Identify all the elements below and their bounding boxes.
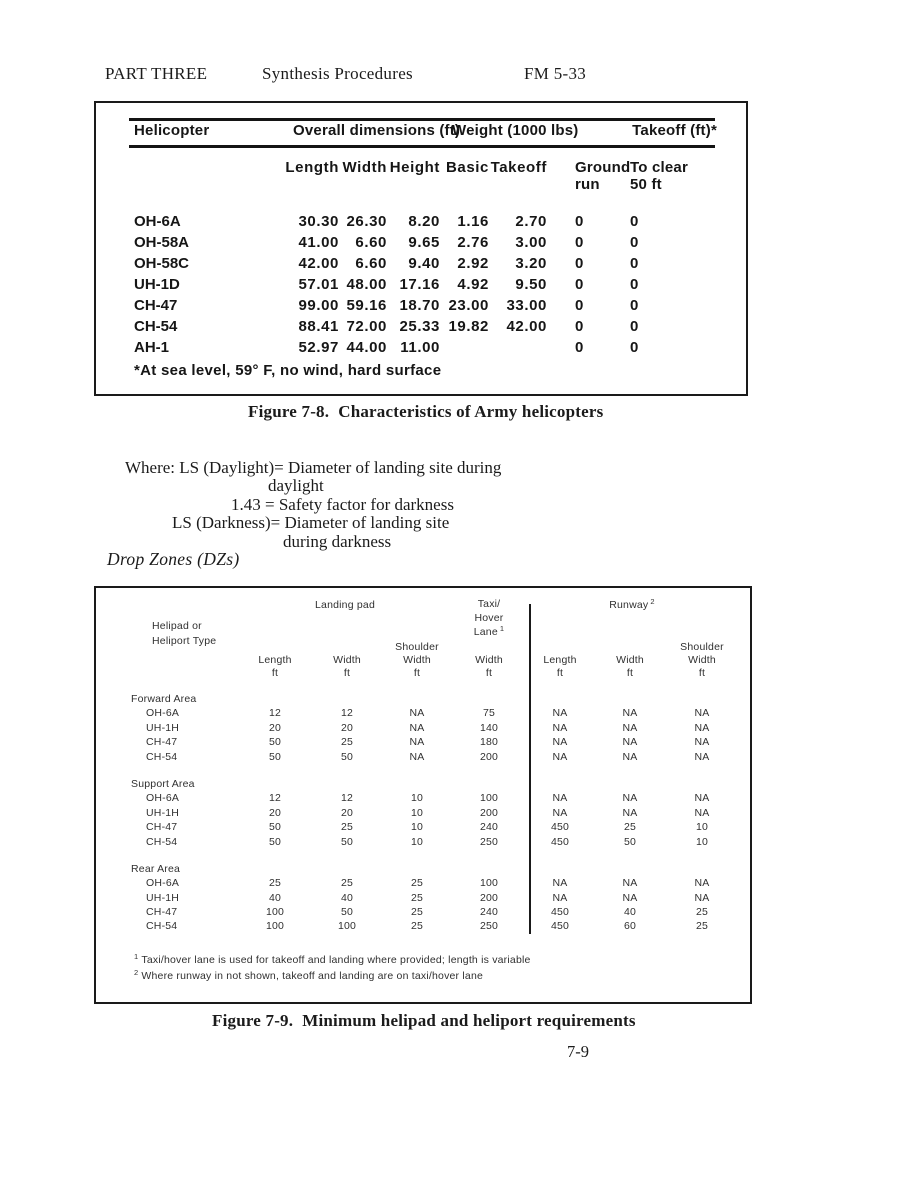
cell: 40: [268, 891, 282, 904]
header-line: ft: [698, 667, 706, 679]
cell: 25: [695, 906, 709, 919]
cell: NA: [622, 877, 638, 890]
cell: 50: [268, 750, 282, 763]
where-definition-block: [0, 458, 922, 553]
cell: 9.50: [515, 276, 547, 293]
cell: NA: [622, 721, 638, 734]
cell: 12: [340, 792, 354, 805]
cell: 10: [695, 821, 709, 834]
cell: 0: [630, 255, 639, 272]
cell: 18.70: [399, 297, 440, 314]
table1-subheader-row: [96, 159, 746, 193]
header-line: Width: [403, 654, 431, 666]
cell: NA: [409, 736, 425, 749]
cell: 20: [268, 721, 282, 734]
column-header: [452, 654, 526, 680]
table-row: [96, 876, 750, 890]
header-line-text: Runway: [609, 599, 649, 611]
row-label: UH-1H: [146, 806, 180, 819]
cell: 180: [479, 736, 499, 749]
row-label: CH-54: [134, 318, 178, 335]
caption-text: Minimum helipad and heliport requirements: [302, 1011, 636, 1030]
spacer-cell: [96, 159, 246, 193]
header-line: To clear: [630, 159, 689, 176]
cell: 40: [623, 906, 637, 919]
table1-footnote: *At sea level, 59° F, no wind, hard surface: [134, 362, 442, 379]
header-line: ft: [343, 667, 351, 679]
row-label: UH-1H: [146, 891, 180, 904]
caption-text: Characteristics of Army helicopters: [338, 402, 604, 421]
cell: 12: [268, 707, 282, 720]
column-group-runway: [532, 596, 732, 611]
cell: 25: [410, 920, 424, 933]
cell: 48.00: [346, 276, 387, 293]
cell: 12: [268, 792, 282, 805]
cell: NA: [622, 750, 638, 763]
caption-label: Figure 7-9.: [212, 1011, 294, 1030]
header-line: ft: [626, 667, 634, 679]
cell: NA: [694, 736, 710, 749]
cell: NA: [622, 707, 638, 720]
cell: 25.33: [399, 318, 440, 335]
cell: 2.70: [515, 213, 547, 230]
cell: NA: [622, 806, 638, 819]
table-row: [96, 295, 746, 316]
cell: NA: [409, 721, 425, 734]
manual-number: FM 5-33: [524, 64, 587, 83]
drop-zones-heading: Drop Zones (DZs): [107, 549, 240, 569]
row-label: OH-6A: [146, 707, 180, 720]
cell: NA: [694, 877, 710, 890]
header-line: Length: [258, 654, 292, 666]
column-header-height: Height: [389, 159, 440, 176]
table-row: [96, 316, 746, 337]
cell: 100: [265, 920, 285, 933]
section-heading: Synthesis Procedures: [262, 64, 413, 83]
cell: 60: [623, 920, 637, 933]
cell: NA: [694, 806, 710, 819]
column-group-landing-pad: Landing pad: [314, 599, 375, 611]
cell: 25: [340, 821, 354, 834]
table-rule-bottom: [129, 145, 715, 148]
cell: 2.76: [457, 234, 489, 251]
header-line: Shoulder: [395, 641, 439, 653]
cell: NA: [622, 891, 638, 904]
table-row: [96, 232, 746, 253]
cell: NA: [409, 750, 425, 763]
footnote-marker: 1: [134, 951, 139, 961]
cell: 240: [479, 906, 499, 919]
header-line: Hover: [474, 612, 504, 624]
cell: 0: [630, 276, 639, 293]
table-row: [96, 750, 750, 764]
table-row: [96, 706, 750, 720]
row-label: AH-1: [134, 339, 170, 356]
cell: 0: [630, 234, 639, 251]
header-line: 50 ft: [630, 176, 662, 193]
figure79-caption: [212, 1011, 636, 1031]
cell: 0: [575, 234, 584, 251]
cell: NA: [552, 891, 568, 904]
cell: NA: [552, 707, 568, 720]
cell: 42.00: [298, 255, 339, 272]
table-row: [96, 806, 750, 820]
definition-line: 1.43 = Safety factor for darkness: [231, 495, 454, 514]
cell: NA: [552, 806, 568, 819]
cell: NA: [694, 707, 710, 720]
page-number: 7-9: [567, 1042, 589, 1061]
row-label: CH-47: [146, 906, 178, 919]
cell: 23.00: [448, 297, 489, 314]
cell: 72.00: [346, 318, 387, 335]
definition-line: LS (Darkness)= Diameter of landing site: [172, 513, 450, 532]
cell: 200: [479, 806, 499, 819]
header-line: run: [575, 176, 600, 193]
cell: 57.01: [298, 276, 339, 293]
cell: 30.30: [298, 213, 339, 230]
row-label: UH-1H: [146, 721, 180, 734]
cell: 25: [410, 877, 424, 890]
cell: 41.00: [298, 234, 339, 251]
cell: NA: [552, 877, 568, 890]
cell: 12: [340, 707, 354, 720]
cell: 0: [575, 255, 584, 272]
cell: [489, 337, 547, 358]
cell: 0: [630, 213, 639, 230]
table-row: [96, 835, 750, 849]
cell: 0: [575, 276, 584, 293]
cell: 10: [410, 835, 424, 848]
cell: 100: [337, 920, 357, 933]
cell: 50: [623, 835, 637, 848]
cell: 3.20: [515, 255, 547, 272]
header-line: Heliport Type: [152, 635, 217, 647]
cell: 0: [575, 339, 584, 356]
cell: 0: [630, 318, 639, 335]
column-header-width: Width: [342, 159, 387, 176]
cell: 100: [265, 906, 285, 919]
header-line: Helipad or: [152, 620, 202, 632]
table-row: [96, 820, 750, 834]
header-line: [452, 625, 526, 639]
row-label: UH-1D: [134, 276, 180, 293]
cell: 0: [630, 297, 639, 314]
caption-label: Figure 7-8.: [248, 402, 330, 421]
figure78-rows: [96, 211, 746, 358]
cell: [440, 337, 489, 358]
cell: 52.97: [298, 339, 339, 356]
cell: 6.60: [355, 234, 387, 251]
cell: 450: [550, 835, 570, 848]
section-title: Rear Area: [131, 862, 181, 875]
cell: 8.20: [408, 213, 440, 230]
cell: 42.00: [506, 318, 547, 335]
header-line: Taxi/: [477, 598, 501, 610]
cell: 88.41: [298, 318, 339, 335]
table-row: [96, 253, 746, 274]
column-header-to-clear: [630, 159, 740, 193]
table-row: [96, 337, 746, 358]
definition-line: daylight: [268, 476, 324, 495]
cell: 40: [340, 891, 354, 904]
cell: NA: [694, 721, 710, 734]
column-header: [312, 654, 382, 680]
cell: 450: [550, 821, 570, 834]
section-title: Support Area: [131, 777, 195, 790]
cell: 25: [623, 821, 637, 834]
cell: 10: [695, 835, 709, 848]
cell: 25: [410, 891, 424, 904]
cell: 140: [479, 721, 499, 734]
header-line: Width: [616, 654, 644, 666]
table-row: [96, 211, 746, 232]
header-line: ft: [556, 667, 564, 679]
cell: 9.40: [408, 255, 440, 272]
column-header-ground-run: [547, 159, 630, 193]
section-title: Forward Area: [131, 693, 197, 705]
footnote-text: Taxi/hover lane is used for takeoff and landing where provided; length is variable: [141, 954, 531, 966]
cell: 20: [340, 806, 354, 819]
cell: 240: [479, 821, 499, 834]
cell: NA: [622, 792, 638, 805]
header-line: Ground: [575, 159, 631, 176]
cell: NA: [622, 736, 638, 749]
cell: 33.00: [506, 297, 547, 314]
cell: NA: [552, 736, 568, 749]
column-header-takeoff: Takeoff: [490, 159, 547, 176]
cell: 19.82: [448, 318, 489, 335]
row-label: OH-6A: [146, 877, 180, 890]
figure79-body: [96, 692, 750, 934]
header-line: Width: [688, 654, 716, 666]
cell: 450: [550, 906, 570, 919]
cell: 26.30: [346, 213, 387, 230]
cell: NA: [552, 721, 568, 734]
column-header: [672, 641, 732, 680]
cell: 25: [340, 877, 354, 890]
cell: 9.65: [408, 234, 440, 251]
cell: 25: [340, 736, 354, 749]
header-line: Shoulder: [680, 641, 724, 653]
cell: 50: [340, 835, 354, 848]
cell: 20: [340, 721, 354, 734]
header-line: Width: [333, 654, 361, 666]
table-row: [96, 891, 750, 905]
cell: 50: [268, 835, 282, 848]
cell: 10: [410, 792, 424, 805]
row-label: OH-58C: [134, 255, 190, 272]
table-row: [96, 919, 750, 933]
cell: 17.16: [399, 276, 440, 293]
column-group-takeoff: Takeoff (ft)*: [632, 122, 717, 139]
column-header: [532, 654, 588, 680]
cell: 0: [575, 297, 584, 314]
table1-header-row: [96, 122, 746, 142]
cell: 100: [479, 877, 499, 890]
cell: 250: [479, 920, 499, 933]
cell: NA: [694, 891, 710, 904]
cell: 200: [479, 891, 499, 904]
header-line: ft: [271, 667, 279, 679]
header-line: ft: [485, 667, 493, 679]
footnote-text: Where runway in not shown, takeoff and landing are on taxi/hover lane: [141, 970, 484, 982]
cell: 50: [268, 821, 282, 834]
cell: 25: [695, 920, 709, 933]
figure79-col-headers: [96, 641, 750, 680]
cell: 59.16: [346, 297, 387, 314]
cell: 3.00: [515, 234, 547, 251]
table-rule-top: [129, 118, 715, 121]
cell: NA: [409, 707, 425, 720]
figure79-footnotes: [134, 952, 531, 984]
row-label: CH-54: [146, 920, 178, 933]
cell: 250: [479, 835, 499, 848]
header-line: Width: [475, 654, 503, 666]
column-header-basic: Basic: [445, 159, 489, 176]
cell: 0: [575, 213, 584, 230]
figure78-table: [94, 101, 748, 396]
table-row: [96, 905, 750, 919]
row-label: CH-47: [146, 821, 178, 834]
cell: 450: [550, 920, 570, 933]
definition-line: Where: LS (Daylight)= Diameter of landing site during: [125, 458, 502, 477]
table-row: [96, 721, 750, 735]
footnote-marker: 1: [499, 623, 505, 633]
column-header: [382, 641, 452, 680]
cell: 0: [575, 318, 584, 335]
cell: 11.00: [400, 339, 440, 356]
cell: 10: [410, 806, 424, 819]
column-group-taxi-hover-lane: [452, 597, 526, 639]
table-row: [96, 735, 750, 749]
cell: 99.00: [298, 297, 339, 314]
column-group-dimensions: Overall dimensions (ft): [293, 122, 461, 139]
figure79-table: [94, 586, 752, 1004]
cell: 20: [268, 806, 282, 819]
column-header-length: Length: [285, 159, 339, 176]
cell: NA: [694, 750, 710, 763]
cell: 75: [482, 707, 496, 720]
cell: 2.92: [457, 255, 489, 272]
cell: 50: [340, 906, 354, 919]
row-label: CH-47: [146, 736, 178, 749]
table-row: [96, 791, 750, 805]
cell: 50: [268, 736, 282, 749]
column-header: [238, 654, 312, 680]
table-footnote: [134, 968, 531, 984]
cell: NA: [694, 792, 710, 805]
column-header: [588, 654, 672, 680]
row-label: CH-54: [146, 835, 178, 848]
column-header-helicopter: Helicopter: [134, 122, 210, 139]
cell: 50: [340, 750, 354, 763]
cell: 4.92: [457, 276, 489, 293]
table-row: [96, 274, 746, 295]
cell: NA: [552, 792, 568, 805]
cell: 25: [410, 906, 424, 919]
page-header: [0, 64, 922, 86]
figure78-caption: [248, 402, 603, 422]
row-label: CH-54: [146, 750, 178, 763]
row-label: OH-58A: [134, 234, 190, 251]
row-label: OH-6A: [134, 213, 181, 230]
footnote-marker: 2: [134, 967, 139, 977]
cell: NA: [552, 750, 568, 763]
header-line: Length: [543, 654, 577, 666]
header-line: ft: [413, 667, 421, 679]
cell: 25: [268, 877, 282, 890]
table-footnote: [134, 952, 531, 968]
cell: 1.16: [457, 213, 489, 230]
cell: 10: [410, 821, 424, 834]
cell: 100: [479, 792, 499, 805]
column-group-weight: Weight (1000 lbs): [452, 122, 579, 139]
header-line-text: Lane: [473, 626, 498, 638]
footnote-marker: 2: [650, 596, 655, 606]
cell: 200: [479, 750, 499, 763]
row-label: CH-47: [134, 297, 178, 314]
definition-line: during darkness: [283, 532, 392, 551]
part-heading: PART THREE: [105, 64, 208, 83]
cell: 0: [630, 339, 639, 356]
cell: 44.00: [346, 339, 387, 356]
row-label: OH-6A: [146, 792, 180, 805]
cell: 6.60: [355, 255, 387, 272]
